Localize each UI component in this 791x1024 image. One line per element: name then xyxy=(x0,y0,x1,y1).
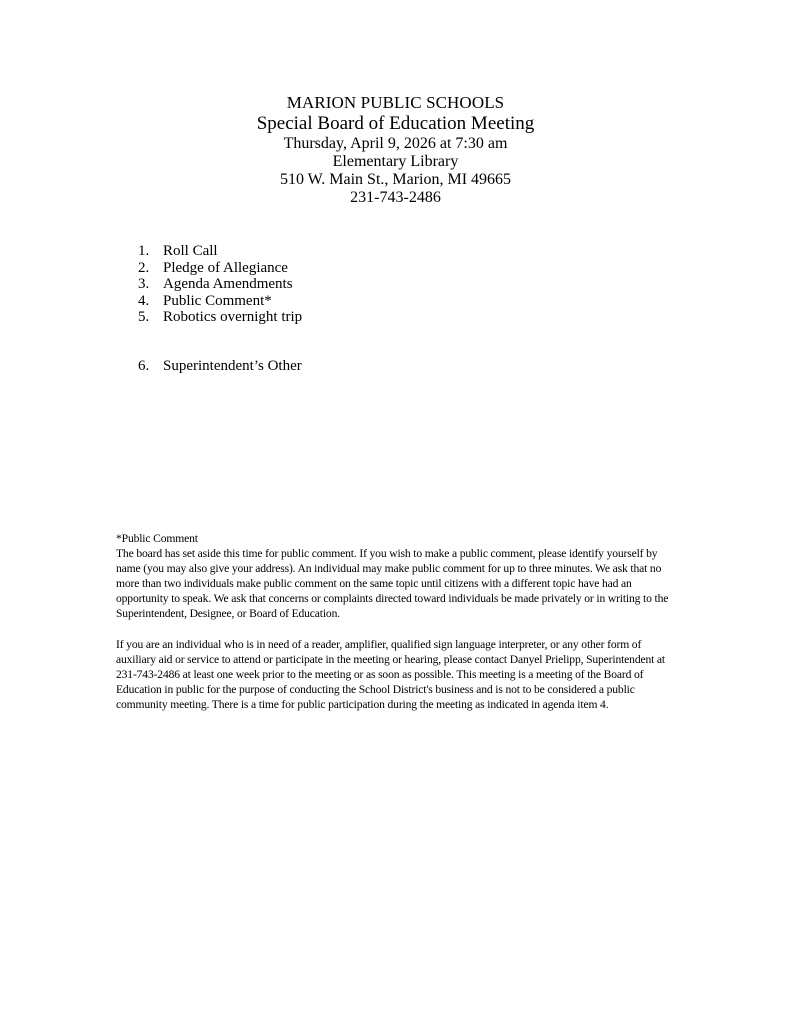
meeting-phone: 231-743-2486 xyxy=(350,189,441,206)
agenda-item-number: 6. xyxy=(138,357,150,374)
agenda-item-number: 4. xyxy=(138,292,150,309)
meeting-address: 510 W. Main St., Marion, MI 49665 xyxy=(279,171,512,188)
agenda-item-number: 1. xyxy=(138,243,150,259)
agenda-item xyxy=(138,276,302,293)
meeting-title: Special Board of Education Meeting xyxy=(256,113,535,134)
agenda-item-number: 3. xyxy=(138,276,150,293)
agenda-item xyxy=(138,309,302,326)
paragraph-spacer xyxy=(116,622,682,637)
agenda-item-number: 2. xyxy=(138,259,150,276)
agenda-item-text: Robotics overnight trip xyxy=(163,309,303,326)
agenda-list xyxy=(138,243,302,375)
agenda-item-number: 5. xyxy=(138,309,150,326)
agenda-item xyxy=(138,358,302,375)
agenda-item-text: Agenda Amendments xyxy=(163,276,293,293)
meeting-date-time: Thursday, April 9, 2026 at 7:30 am xyxy=(283,135,508,152)
school-name: MARION PUBLIC SCHOOLS xyxy=(286,93,505,112)
document-header xyxy=(0,93,791,207)
meeting-location: Elementary Library xyxy=(332,153,459,170)
agenda-item-text: Superintendent’s Other xyxy=(163,357,302,374)
agenda-item-text: Roll Call xyxy=(163,243,218,259)
notes-section xyxy=(116,531,682,712)
agenda-item xyxy=(138,260,302,277)
agenda-item xyxy=(138,243,302,260)
agenda-item xyxy=(138,293,302,310)
public-comment-title: *Public Comment xyxy=(116,532,198,545)
agenda-item-text: Pledge of Allegiance xyxy=(163,259,288,276)
public-comment-body: The board has set aside this time for public comment. If you wish to make a public comment, please identify yourself by name (you may also give your address). An individual may make public comment for up to three minutes. We ask that no more than two individuals make public comment on the same topic until citizens with a different topic have had an opportunity to speak. We ask that concerns or complaints directed toward individuals be made privately or in writing to the Superintendent, Designee, or Board of Education. xyxy=(116,547,669,621)
accessibility-notice: If you are an individual who is in need of a reader, amplifier, qualified sign language interpreter, or any other form of auxiliary aid or service to attend or participate in the meeting or hearing, please contact Danyel Prielipp, Superintendent at 231-743-2486 at least one week prior to the meeting or as soon as possible. This meeting is a meeting of the Board of Education in public for the purpose of conducting the School District's business and is not to be considered a public community meeting. There is a time for public participation during the meeting as indicated in agenda item 4. xyxy=(116,637,665,711)
agenda-item-text: Public Comment* xyxy=(163,292,272,309)
